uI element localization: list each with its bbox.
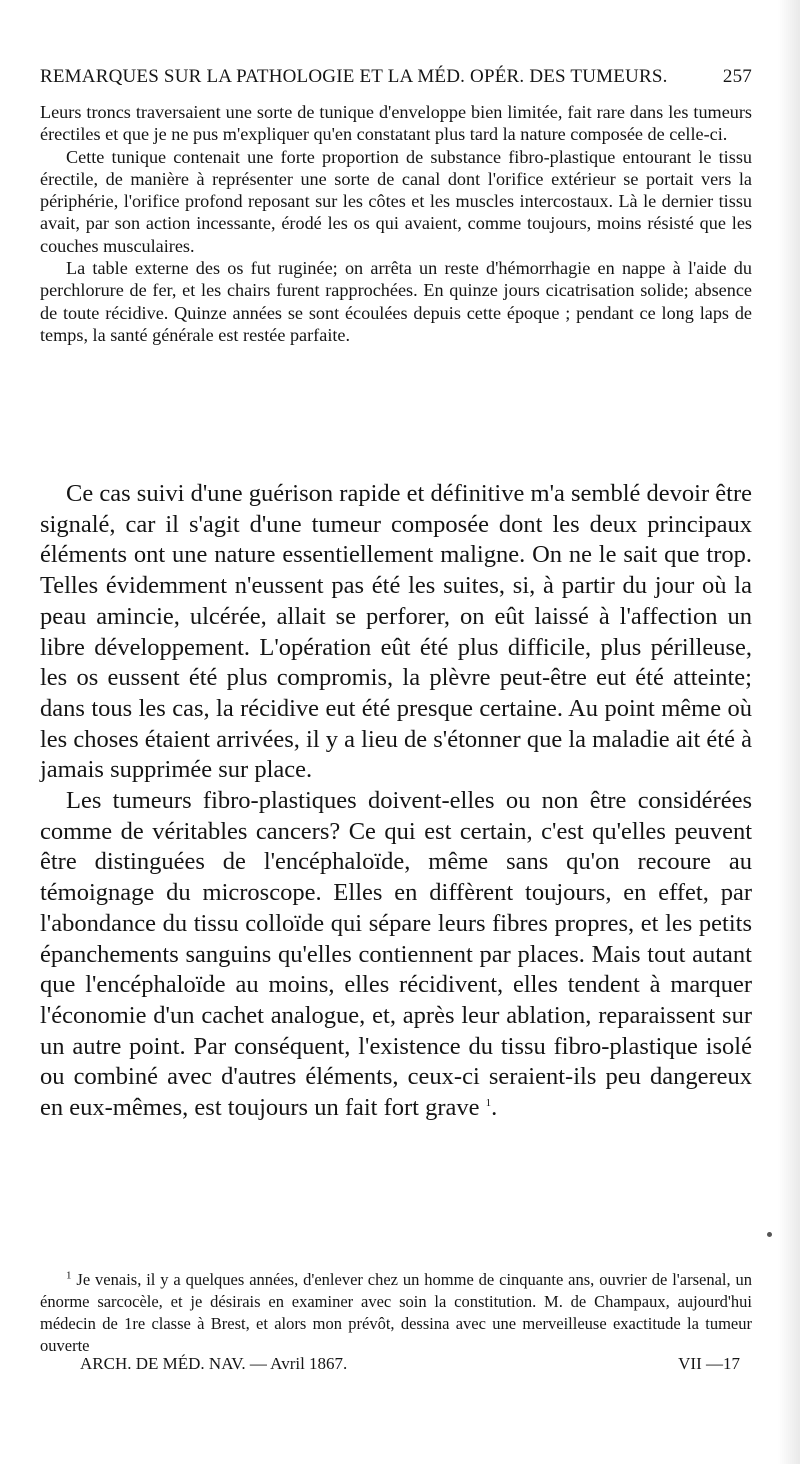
small-paragraph-3: La table externe des os fut ruginée; on arrêta un reste d'hémorrhagie en nappe à l'aide du perchlorure de fer, et les chairs furent rapprochées. En quinze jours cicatrisation solide; absence de toute récidive. Quinze années se sont écoulées depuis cette époque ; pendant ce long laps de temps, la santé générale est restée parfaite. [40, 258, 752, 345]
small-paragraph-1: Leurs troncs traversaient une sorte de tunique d'enveloppe bien limitée, fait rare dans les tumeurs érectiles et que je ne pus m'expliquer qu'en constatant plus tard la nature composée de celle-ci. [40, 102, 752, 145]
main-paragraph-2-text: Les tumeurs fibro-plastiques doivent-elles ou non être considérées comme de véritables cancers? Ce qui est certain, c'est qu'elles peuvent être distinguées de l'encéphaloïde, même sans qu'on recoure au témoignage du microscope. Elles en diffèrent toujours, en effet, par l'abondance du tissu colloïde qui sépare leurs fibres propres, et les petits épanchements sanguins qu'elles contiennent par places. Mais tout autant que l'encéphaloïde au moins, elles récidivent, elles tendent à marquer l'économie d'un cachet analogue, et, après leur ablation, reparaissent sur un autre point. Par conséquent, l'existence du tissu fibro-plastique isolé ou combiné avec d'autres éléments, ceux-ci seraient-ils peu dangereux en eux-mêmes, est toujours un fait fort grave [40, 787, 752, 1122]
main-paragraph-1: Ce cas suivi d'une guérison rapide et définitive m'a semblé devoir être signalé, car il s'agit d'une tumeur composée dont les deux principaux éléments ont une nature essentiellement maligne. On ne le sait que trop. Telles évidemment n'eussent pas été les suites, si, à partir du jour où la peau amincie, ulcérée, allait se perforer, on eût laissé à l'affection un libre développement. L'opération eût été plus difficile, plus périlleuse, les os eussent été plus compromis, la plèvre peut-être eut été atteinte; dans tous les cas, la récidive eut été presque certaine. Au point même où les choses étaient arrivées, il y a lieu de s'étonner que la maladie ait été à jamais supprimée sur place. [40, 480, 752, 784]
ink-speck [767, 1232, 772, 1237]
main-paragraph-2 [40, 786, 752, 1124]
journal-signature: ARCH. DE MÉD. NAV. — Avril 1867. [80, 1354, 348, 1373]
sheet-signature: VII —17 [678, 1354, 740, 1373]
main-text-section [40, 479, 752, 1124]
running-header [40, 66, 752, 88]
page-gutter-shadow [778, 0, 800, 1464]
small-print-section [40, 101, 752, 346]
signature-line [80, 1354, 740, 1374]
footnote-mark: 1 [66, 1269, 72, 1282]
footnote-reference: 1 [485, 1096, 492, 1109]
small-paragraph-2: Cette tunique contenait une forte proportion de substance fibro-plastique entourant le tissu érectile, de manière à représenter une sorte de canal dont l'orifice extérieur se portait vers la périphérie, l'orifice profond reposant sur les côtes et les muscles intercostaux. Là le dernier tissu avait, par son action incessante, érodé les os qui avaient, comme toujours, moins résisté que les couches musculaires. [40, 146, 752, 256]
footnote-paragraph [40, 1269, 752, 1357]
footnote [40, 1269, 752, 1357]
footnote-text: Je venais, il y a quelques années, d'enlever chez un homme de cinquante ans, ouvrier de l'arsenal, un énorme sarcocèle, et je désirais en examiner avec soin la constitution. M. de Champaux, aujourd'hui médecin de 1re classe à Brest, et alors mon prévôt, dessina avec une merveilleuse exactitude la tumeur ouverte [40, 1270, 753, 1355]
running-title: REMARQUES SUR LA PATHOLOGIE ET LA MÉD. OPÉR. DES TUMEURS. [40, 66, 668, 87]
page-number: 257 [722, 66, 752, 87]
main-paragraph-2-end: . [491, 1094, 498, 1122]
